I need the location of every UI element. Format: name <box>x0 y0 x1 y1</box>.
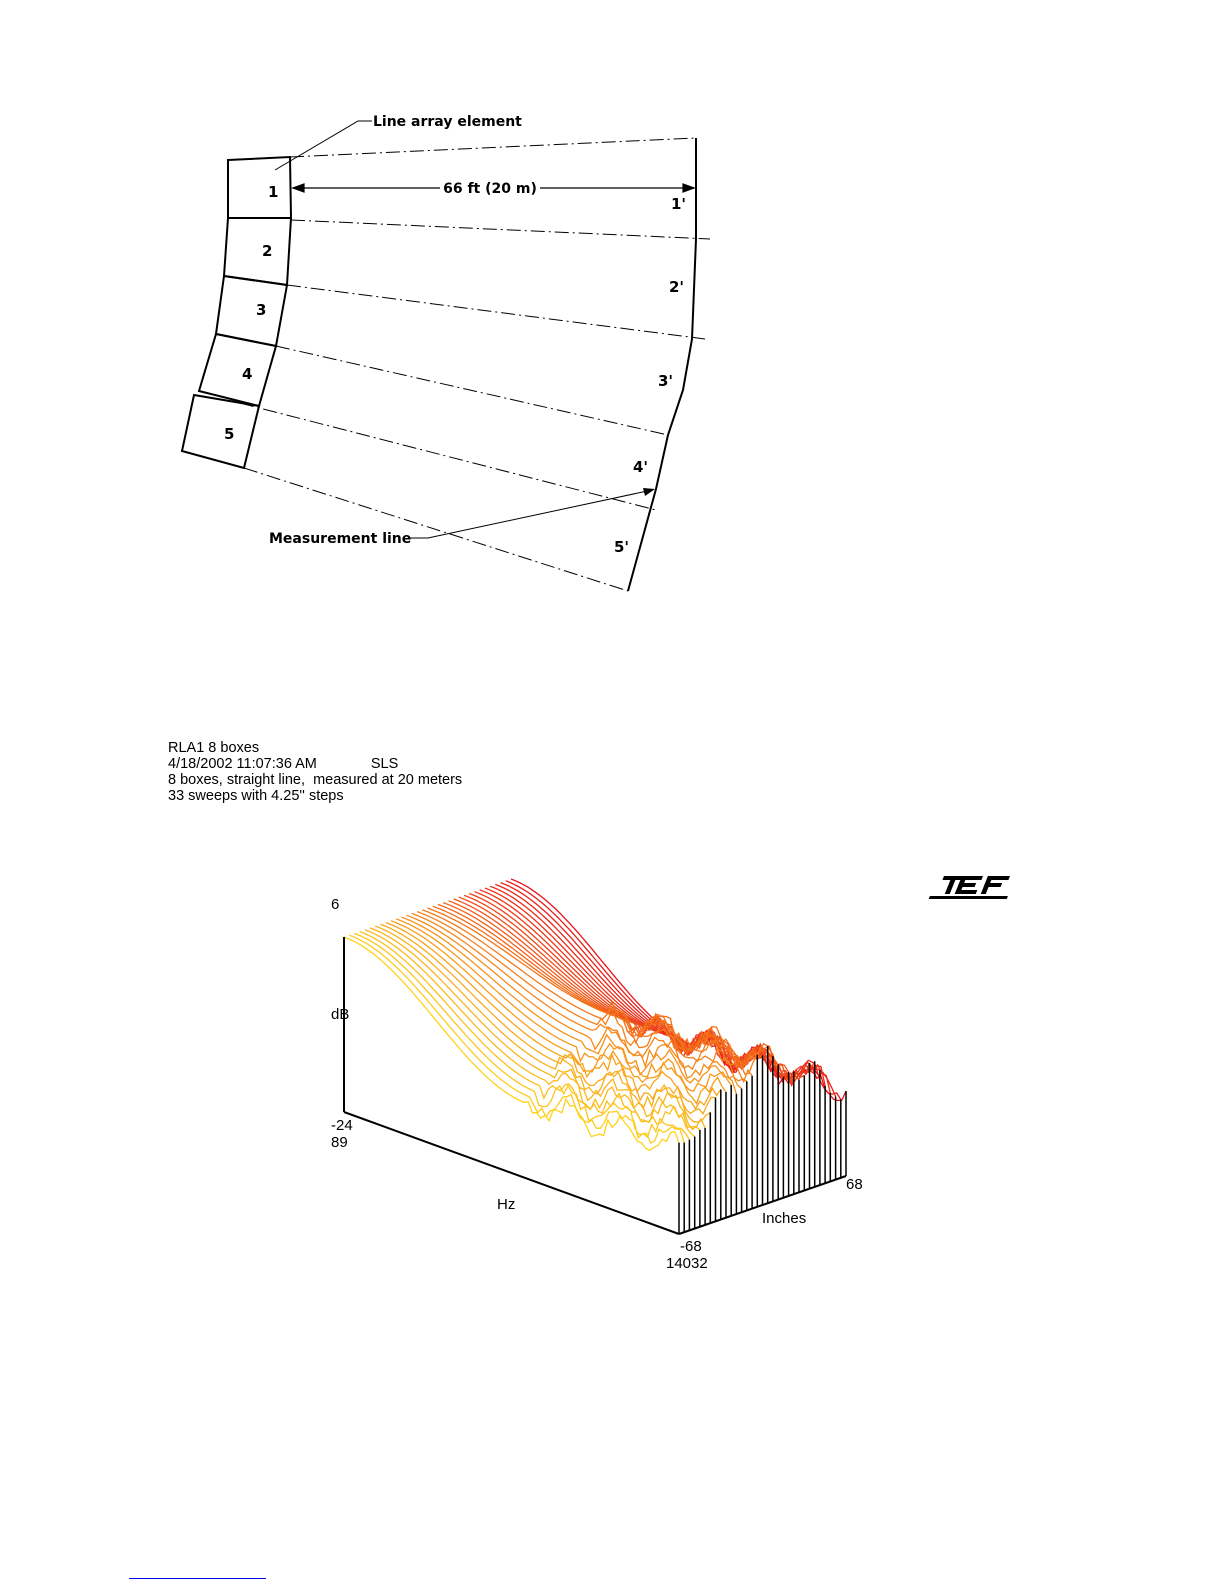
measurement-sweeps: 33 sweeps with 4.25'' steps <box>168 788 344 804</box>
ray-5-bottom <box>244 468 628 591</box>
point-label-3: 3' <box>658 372 674 390</box>
waterfall-curves <box>344 879 846 1234</box>
tef-logo <box>929 876 1016 899</box>
array-box-2 <box>224 218 291 285</box>
x-axis <box>344 1112 679 1234</box>
sweep-curve <box>501 883 836 1097</box>
ray-1-top <box>290 138 696 157</box>
z-axis-max-label: 6 <box>331 896 340 913</box>
point-label-2: 2' <box>669 278 685 296</box>
x-axis-min-label: 89 <box>331 1134 348 1151</box>
element-callout-label: Line array element <box>373 114 522 130</box>
y-axis-label: Inches <box>762 1210 807 1227</box>
arrowhead-right <box>683 184 694 192</box>
box-label-5: 5 <box>224 425 235 443</box>
sweep-curve <box>454 899 789 1072</box>
measurement-header <box>168 740 688 804</box>
point-label-1: 1' <box>671 195 687 213</box>
y-axis-min-label: -68 <box>680 1238 702 1255</box>
line-array-diagram <box>0 0 1225 620</box>
x-axis-label: Hz <box>497 1196 516 1213</box>
box-label-4: 4 <box>242 365 253 383</box>
measurement-operator: SLS <box>370 756 399 772</box>
ray-2-bottom <box>287 285 705 339</box>
ray-4-bottom <box>240 403 656 510</box>
box-label-1: 1 <box>268 183 279 201</box>
point-label-5: 5' <box>614 538 630 556</box>
y-axis-max-label: 68 <box>846 1176 863 1193</box>
point-label-4: 4' <box>633 458 649 476</box>
array-box-4 <box>199 334 276 406</box>
z-axis-min-label: -24 <box>331 1117 353 1134</box>
ray-3-bottom <box>276 346 668 435</box>
x-axis-max-label: 14032 <box>666 1255 708 1272</box>
box-label-3: 3 <box>256 301 267 319</box>
measurement-callout-label: Measurement line <box>269 531 412 547</box>
measurement-arrowhead <box>643 488 655 496</box>
array-box-5 <box>182 395 259 468</box>
measurement-date-row <box>168 756 688 772</box>
measurement-datetime: 4/18/2002 11:07:36 AM <box>168 756 317 772</box>
z-axis-label: dB <box>331 1006 350 1023</box>
arrowhead-left <box>293 184 304 192</box>
measurement-title: RLA1 8 boxes <box>168 740 260 756</box>
measurement-description: 8 boxes, straight line, measured at 20 meters <box>168 772 463 788</box>
measurement-callout-leader <box>410 490 652 538</box>
box-label-2: 2 <box>262 242 273 260</box>
footer-link-underline[interactable] <box>129 1578 266 1579</box>
distance-label: 66 ft (20 m) <box>443 181 537 197</box>
ray-1-bottom <box>291 220 710 239</box>
waterfall-chart <box>0 860 1225 1300</box>
